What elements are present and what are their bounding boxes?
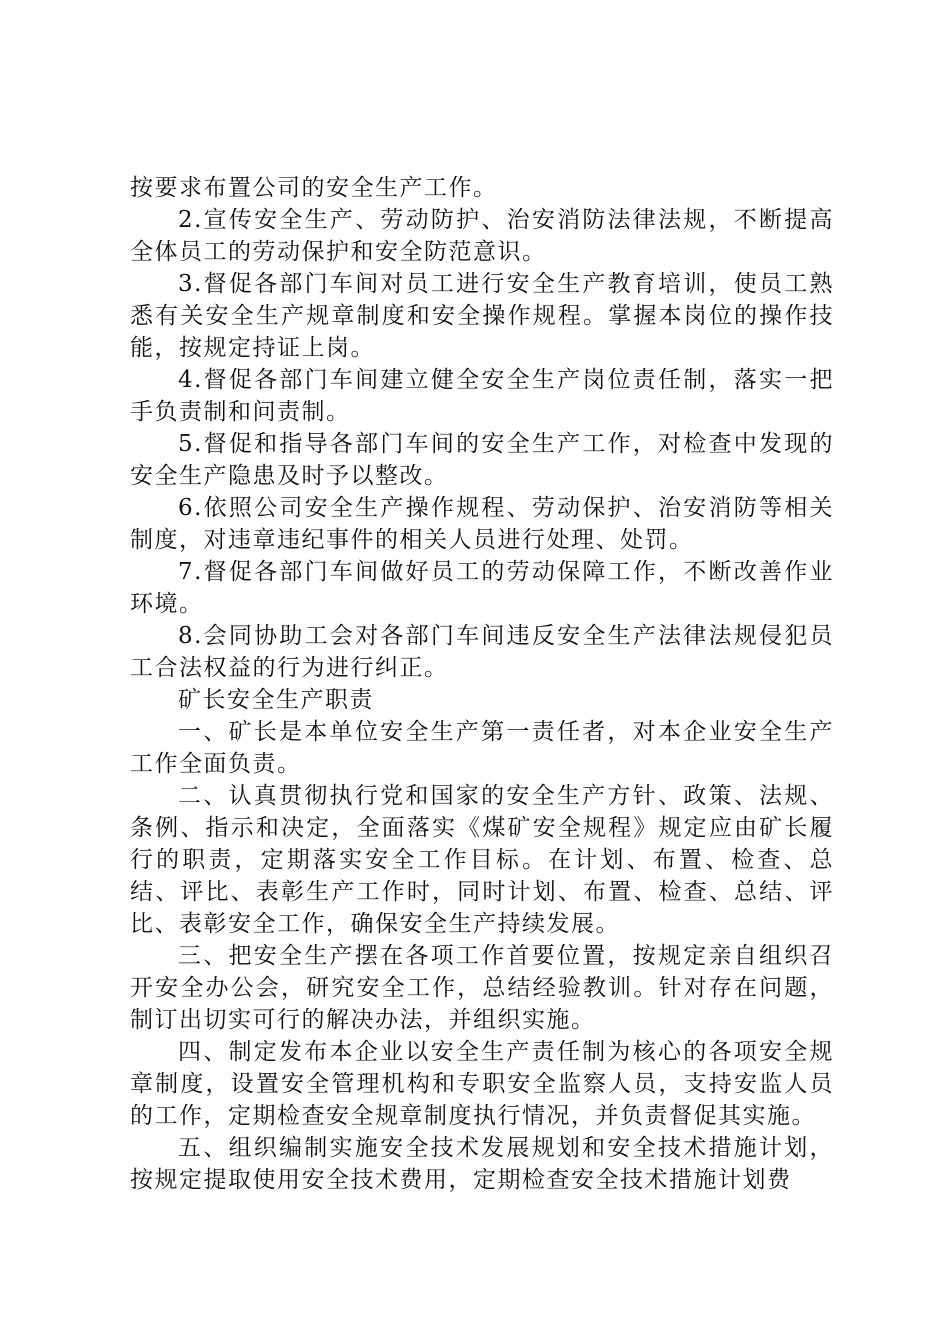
paragraph-section-3: 三、把安全生产摆在各项工作首要位置，按规定亲自组织召开安全办公会，研究安全工作，总结经验教训。针对存在问题，制订出切实可行的解决办法，并组织实施。 bbox=[130, 943, 834, 1033]
paragraph-section-5: 五、组织编制实施安全技术发展规划和安全技术措施计划，按规定提取使用安全技术费用，定期检查安全技术措施计划费 bbox=[130, 1135, 834, 1193]
paragraph-continuation: 按要求布置公司的安全生产工作。 bbox=[130, 175, 498, 201]
paragraph-item-2: 2.宣传安全生产、劳动防护、治安消防法律法规，不断提高全体员工的劳动保护和安全防范意识。 bbox=[130, 207, 834, 265]
paragraph-item-7: 7.督促各部门车间做好员工的劳动保障工作，不断改善作业环境。 bbox=[130, 559, 834, 617]
paragraph-item-5: 5.督促和指导各部门车间的安全生产工作，对检查中发现的安全生产隐患及时予以整改。 bbox=[130, 431, 834, 489]
paragraph-item-8: 8.会同协助工会对各部门车间违反安全生产法律法规侵犯员工合法权益的行为进行纠正。 bbox=[130, 623, 834, 681]
paragraph-item-3: 3.督促各部门车间对员工进行安全生产教育培训，使员工熟悉有关安全生产规章制度和安全操作规程。掌握本岗位的操作技能，按规定持证上岗。 bbox=[130, 271, 834, 361]
paragraph-section-4: 四、制定发布本企业以安全生产责任制为核心的各项安全规章制度，设置安全管理机构和专职安全监察人员，支持安监人员的工作，定期检查安全规章制度执行情况，并负责督促其实施。 bbox=[130, 1039, 834, 1129]
paragraph-item-6: 6.依照公司安全生产操作规程、劳动保护、治安消防等相关制度，对违章违纪事件的相关人员进行处理、处罚。 bbox=[130, 495, 834, 553]
paragraph-item-4: 4.督促各部门车间建立健全安全生产岗位责任制，落实一把手负责制和问责制。 bbox=[130, 367, 834, 425]
document-body bbox=[130, 172, 834, 1196]
paragraph-section-2: 二、认真贯彻执行党和国家的安全生产方针、政策、法规、条例、指示和决定，全面落实《煤矿安全规程》规定应由矿长履行的职责，定期落实安全工作目标。在计划、布置、检查、总结、评比、表彰生产工作时，同时计划、布置、检查、总结、评比、表彰安全工作，确保安全生产持续发展。 bbox=[130, 783, 834, 937]
paragraph-section-1: 一、矿长是本单位安全生产第一责任者，对本企业安全生产工作全面负责。 bbox=[130, 719, 834, 777]
section-heading: 矿长安全生产职责 bbox=[178, 687, 374, 713]
